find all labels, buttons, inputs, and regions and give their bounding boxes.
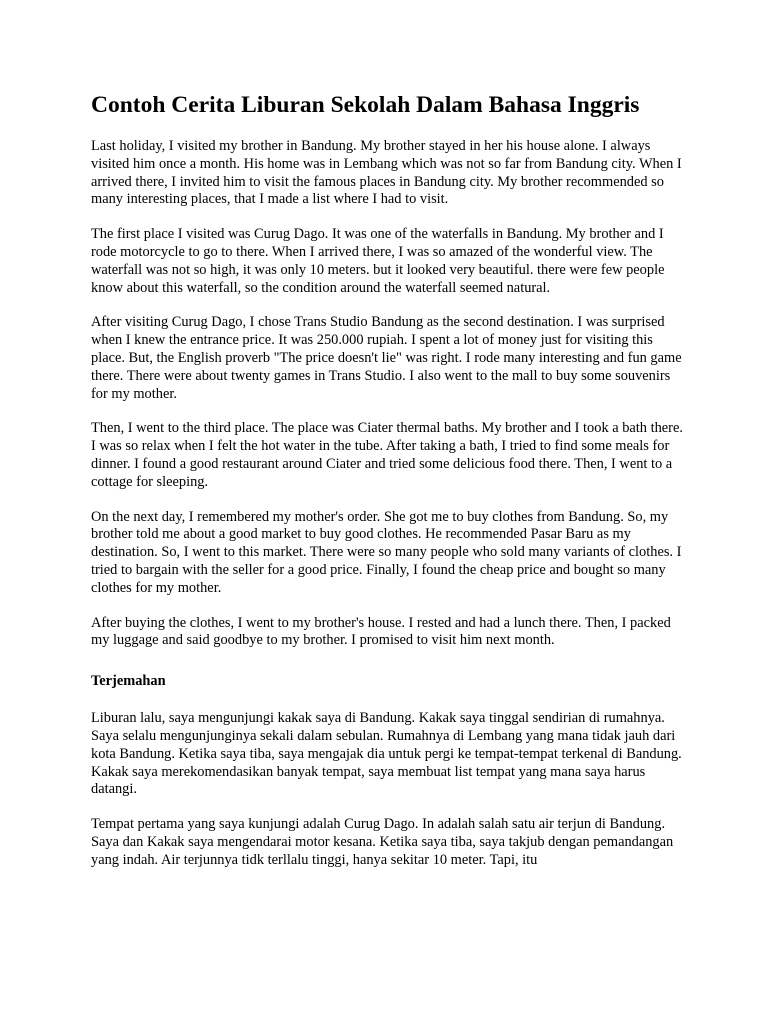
translation-heading: Terjemahan [91,673,166,690]
page-title: Contoh Cerita Liburan Sekolah Dalam Bahasa Inggris [91,92,640,118]
translation-paragraph-2: Tempat pertama yang saya kunjungi adalah Curug Dago. In adalah salah satu air terjun di Bandung. Saya dan Kakak saya mengendarai motor kesana. Ketika saya tiba, saya takjub dengan pemandangan yang indah. Air terjunnya tidk terllalu tinggi, hanya sekitar 10 meter. Tapi, itu [91,816,674,868]
translation-story [91,710,688,869]
paragraph-6: After buying the clothes, I went to my brother's house. I rested and had a lunch there. Then, I packed my luggage and said goodbye to my brother. I promised to visit him next month. [91,614,671,649]
paragraph-3: After visiting Curug Dago, I chose Trans Studio Bandung as the second destination. I was surprised when I knew the entrance price. It was 250.000 rupiah. I spent a lot of money just for visiting this place. But, the English proverb "The price doesn't lie" was right. I rode many interesting and fun game there. There were about twenty games in Trans Studio. I also went to the mall to buy some souvenirs for my mother. [91,314,682,402]
paragraph-4: Then, I went to the third place. The place was Ciater thermal baths. My brother and I took a bath there. I was so relax when I felt the hot water in the tube. After taking a bath, I tried to find some meals for dinner. I found a good restaurant around Ciater and tried some delicious food there. Then, I went to a cottage for sleeping. [91,420,683,490]
paragraph-2: The first place I visited was Curug Dago. It was one of the waterfalls in Bandung. My brother and I rode motorcycle to go to there. When I arrived there, I was so amazed of the wonderful view. The waterfall was not so high, it was only 10 meters. but it looked very beautiful. there were few people know about this waterfall, so the condition around the waterfall seemed natural. [91,226,665,296]
paragraph-5: On the next day, I remembered my mother's order. She got me to buy clothes from Bandung. So, my brother told me about a good market to buy good clothes. He recommended Pasar Baru as my destination. So, I went to this market. There were so many people who sold many variants of clothes. I tried to bargain with the seller for a good price. Finally, I found the cheap price and bought so many clothes for my mother. [91,508,682,596]
translation-paragraph-1: Liburan lalu, saya mengunjungi kakak saya di Bandung. Kakak saya tinggal sendirian di rumahnya. Saya selalu mengunjunginya sekali dalam sebulan. Rumahnya di Lembang yang mana tidak jauh dari kota Bandung. Ketika saya tiba, saya mengajak dia untuk pergi ke tempat-tempat terkenal di Bandung. Kakak saya merekomendasikan banyak tempat, saya membuat list tempat yang mana saya harus datangi. [91,710,682,798]
paragraph-1: Last holiday, I visited my brother in Bandung. My brother stayed in her his house alone. I always visited him once a month. His home was in Lembang which was not so far from Bandung city. When I arrived there, I invited him to visit the famous places in Bandung city. My brother recommended so many interesting places, that I made a list where I had to visit. [91,138,682,208]
english-story [91,138,688,650]
